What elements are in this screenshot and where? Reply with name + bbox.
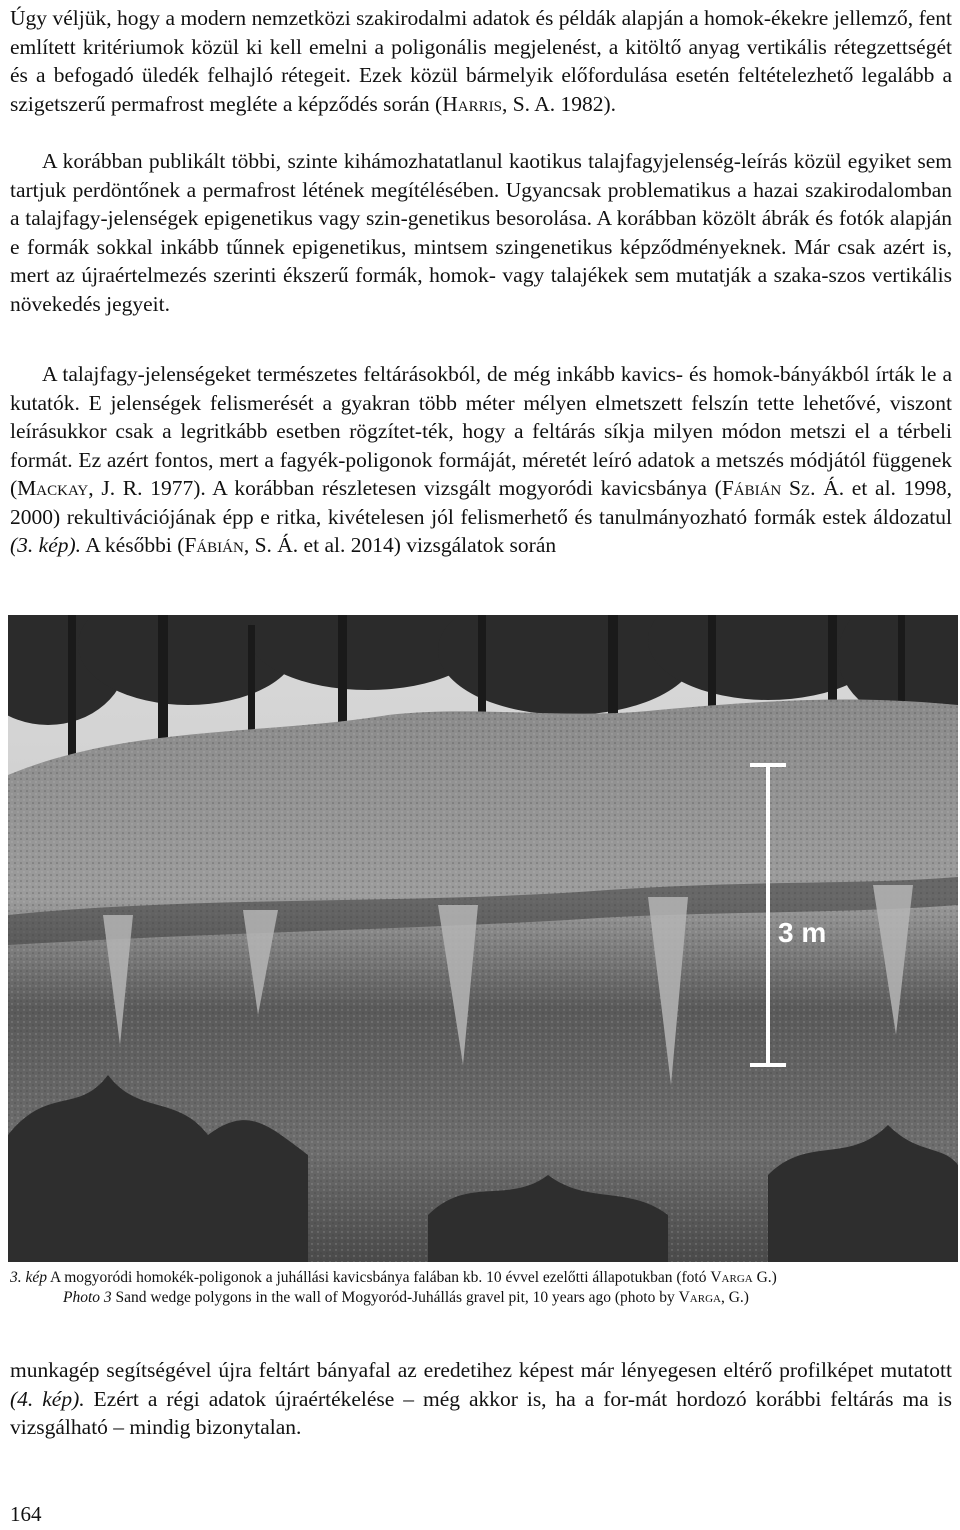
caption-label: Photo 3 — [63, 1289, 112, 1306]
text-run: . Á. et al. 1998, 2000) rekultivációjának épp e ritka, kivételesen jól felismerhető és tanulmányozható formák estek áldozatul — [10, 476, 953, 529]
text-run: , J. R. 1977). A korábban részletesen vizsgált mogyoródi kavicsbánya ( — [88, 476, 722, 500]
paragraph-3 — [10, 360, 952, 560]
author-name: Varga — [678, 1289, 721, 1306]
author-name: Varga — [710, 1269, 753, 1286]
photo-illustration — [8, 615, 958, 1262]
paragraph-1 — [10, 4, 952, 118]
author-name: Fábián Sz — [721, 476, 811, 500]
text-run: , S. Á. et al. 2014) vizsgálatok során — [243, 533, 557, 557]
caption-text: , G.) — [720, 1289, 749, 1306]
text-run: , S. A. 1982). — [501, 91, 617, 116]
caption-text: G.) — [752, 1269, 777, 1286]
figure-caption — [10, 1268, 952, 1308]
text-run: A talajfagy-jelenségeket természetes feltárásokból, de még inkább kavics- és homok-bányákból írták le a kutatók. E jelenségek felismerését a gyakran több méter mélyen elmetszett felszín tette lehetővé, viszont leírásukkor csak a legritkább esetben rögzítet-ték, hogy a feltárás síkja milyen módon metszi el a térbeli formát. Ez azért fontos, mert a fagyék-poligonok formáját, méretét leíró adatok a metszés módjától függenek ( — [10, 362, 952, 500]
text-run: A későbbi ( — [81, 533, 185, 557]
caption-label: 3. kép — [10, 1269, 48, 1286]
caption-english — [10, 1288, 952, 1308]
author-name: Fábián — [184, 533, 244, 557]
text-run: A korábban publikált többi, szinte kihámozhatatlanul kaotikus talajfagyjelenség-leírás közül egyiket sem tartjuk perdöntőnek a permafrost létének megítélésében. Ugyancsak problematikus a hazai szakirodalomban a talajfagy-jelenségek epigenetikus vagy szin-genetikus besorolása. A korábban közölt ábrák és fotók alapján e formák sokkal inkább tűnnek epigenetikus, mintsem szingenetikus képződményeknek. Már csak azért is, mert az újraértelmezés szerinti ékszerű formák, homok- vagy talajékek sem mutatják a szaka-szos vertikális növekedés jegyeit. — [10, 149, 952, 316]
paragraph-4 — [10, 1356, 952, 1442]
caption-hungarian — [10, 1268, 952, 1288]
scale-label: 3 m — [778, 917, 827, 948]
text-run: Ezért a régi adatok újraértékelése – még akkor is, ha a for-mát hordozó korábbi feltárás ma is vizsgálható – mindig bizonytalan. — [10, 1386, 953, 1439]
sand-wedge-photo — [8, 615, 958, 1262]
author-name: Mackay — [17, 476, 89, 500]
text-run: Úgy véljük, hogy a modern nemzetközi szakirodalmi adatok és példák alapján a homok-ékekre jellemző, fent említett kritériumok közül ki kell emelni a poligonális megjelenést, a kitöltő anyag vertikális rétegzettségét és a befogadó üledék felhajló rétegeit. Ezek közül bármelyik előfordulása esetén feltételezhető legalább a szigetszerű permafrost megléte a képződés során ( — [10, 6, 952, 116]
page-number: 164 — [10, 1502, 42, 1526]
caption-text: Sand wedge polygons in the wall of Mogyoród-Juhállás gravel pit, 10 years ago (photo by — [111, 1289, 679, 1306]
figure-reference: (3. kép). — [10, 533, 82, 557]
figure-reference: (4. kép). — [10, 1386, 85, 1411]
caption-text: A mogyoródi homokék-poligonok a juhállási kavicsbánya falában kb. 10 évvel ezelőtti állapotukban (fotó — [47, 1269, 711, 1286]
paragraph-2 — [10, 147, 952, 318]
text-run: munkagép segítségével újra feltárt bányafal az eredetihez képest már lényegesen eltérő profilképet mutatott — [10, 1358, 952, 1382]
author-name: Harris — [442, 91, 502, 116]
